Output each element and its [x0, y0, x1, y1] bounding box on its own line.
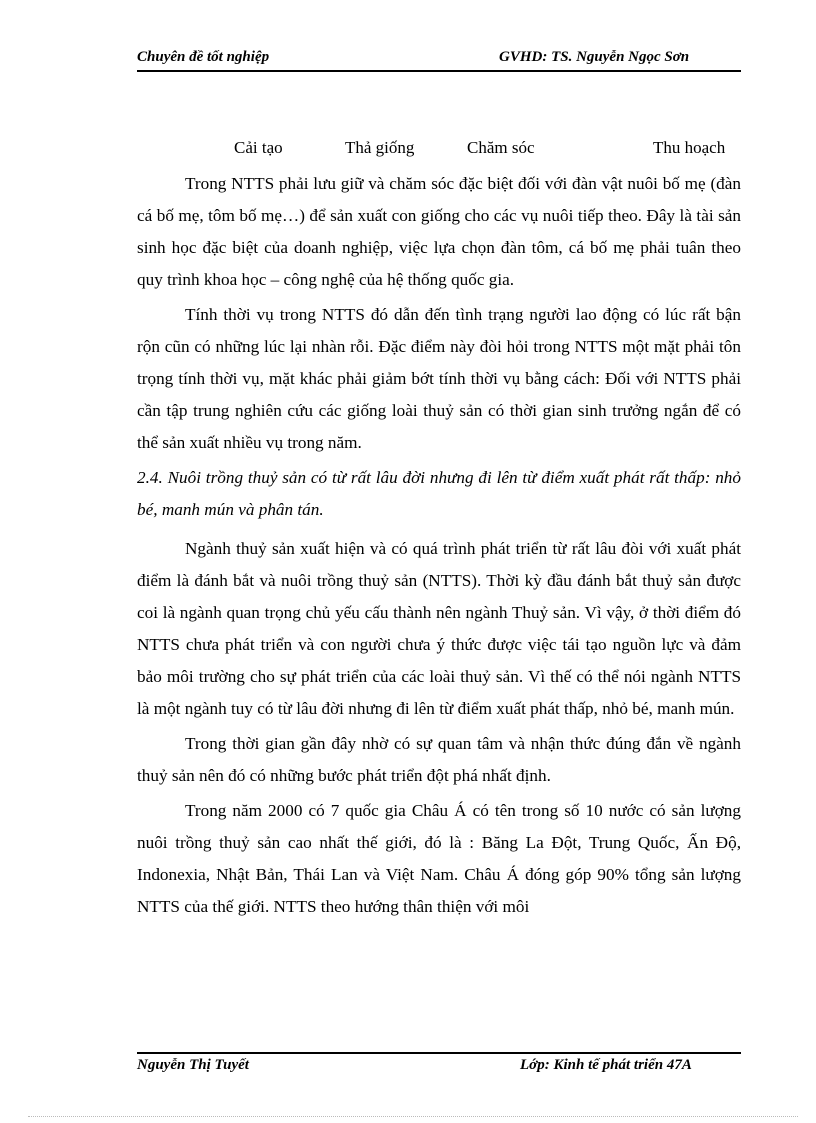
footer-class: Lớp: Kinh tế phát triển 47A: [520, 1057, 692, 1073]
paragraph: Ngành thuỷ sản xuất hiện và có quá trình phát triển từ rất lâu đòi với xuất phát điểm là đánh bắt và nuôi trồng thuỷ sản (NTTS). Thời kỳ đầu đánh bắt thuỷ sản được coi là ngành quan trọng chủ yếu cấu thành nên ngành Thuỷ sản. Vì vậy, ở thời điểm đó NTTS chưa phát triển và con người chưa ý thức được việc tái tạo nguồn lực và đảm bảo môi trường cho sự phát triển của các loài thuỷ sản. Vì thế có thể nói ngành NTTS là một ngành tuy có từ lâu đời nhưng đi lên từ điểm xuất phát thấp, nhỏ bé, manh mún.: [137, 539, 741, 718]
paragraph: Trong năm 2000 có 7 quốc gia Châu Á có tên trong số 10 nước có sản lượng nuôi trồng thuỷ sản cao nhất thế giới, đó là : Băng La Đột, Trung Quốc, Ấn Độ, Indonexia, Nhật Bản, Thái Lan và Việt Nam. Châu Á đóng góp 90% tổng sản lượng NTTS của thế giới. NTTS theo hướng thân thiện với môi: [137, 801, 741, 916]
footer-divider: [137, 1052, 741, 1054]
header-divider: [137, 70, 741, 72]
paragraph: Tính thời vụ trong NTTS đó dẫn đến tình trạng người lao động có lúc rất bận rộn cũn có những lúc lại nhàn rỗi. Đặc điểm này đòi hỏi trong NTTS một mặt phải tôn trọng tính thời vụ, mặt khác phải giảm bớt tính thời vụ bằng cách: Đối với NTTS phải cần tập trung nghiên cứu các giống loài thuỷ sản có thời gian sinh trưởng ngắn để có thể sản xuất nhiều vụ trong năm.: [137, 305, 741, 452]
stage-item: Thả giống: [345, 138, 415, 157]
header-document-title: Chuyên đề tốt nghiệp: [137, 49, 270, 65]
paragraph: Trong thời gian gần đây nhờ có sự quan tâm và nhận thức đúng đắn về ngành thuỷ sản nên đó có những bước phát triển đột phá nhất định.: [137, 734, 741, 785]
page-header: [137, 49, 741, 69]
footer-author: Nguyễn Thị Tuyết: [137, 1057, 249, 1073]
header-supervisor: GVHD: TS. Nguyễn Ngọc Sơn: [499, 49, 690, 65]
page-footer: [137, 1057, 741, 1077]
stage-item: Chăm sóc: [467, 138, 535, 157]
stage-item: Thu hoạch: [653, 138, 726, 157]
paragraph: Trong NTTS phải lưu giữ và chăm sóc đặc biệt đối với đàn vật nuôi bố mẹ (đàn cá bố mẹ, tôm bố mẹ…) để sản xuất con giống cho các vụ nuôi tiếp theo. Đây là tài sản sinh học đặc biệt của doanh nghiệp, việc lựa chọn đàn tôm, cá bố mẹ phải tuân theo quy trình khoa học – công nghệ của hệ thống quốc gia.: [137, 174, 741, 289]
body-text: [137, 168, 741, 926]
section-heading: 2.4. Nuôi trồng thuỷ sản có từ rất lâu đời nhưng đi lên từ điểm xuất phát rất thấp: nhỏ bé, manh mún và phân tán.: [137, 468, 741, 519]
stage-item: Cải tạo: [234, 138, 283, 157]
page-bottom-edge: [28, 1116, 798, 1117]
